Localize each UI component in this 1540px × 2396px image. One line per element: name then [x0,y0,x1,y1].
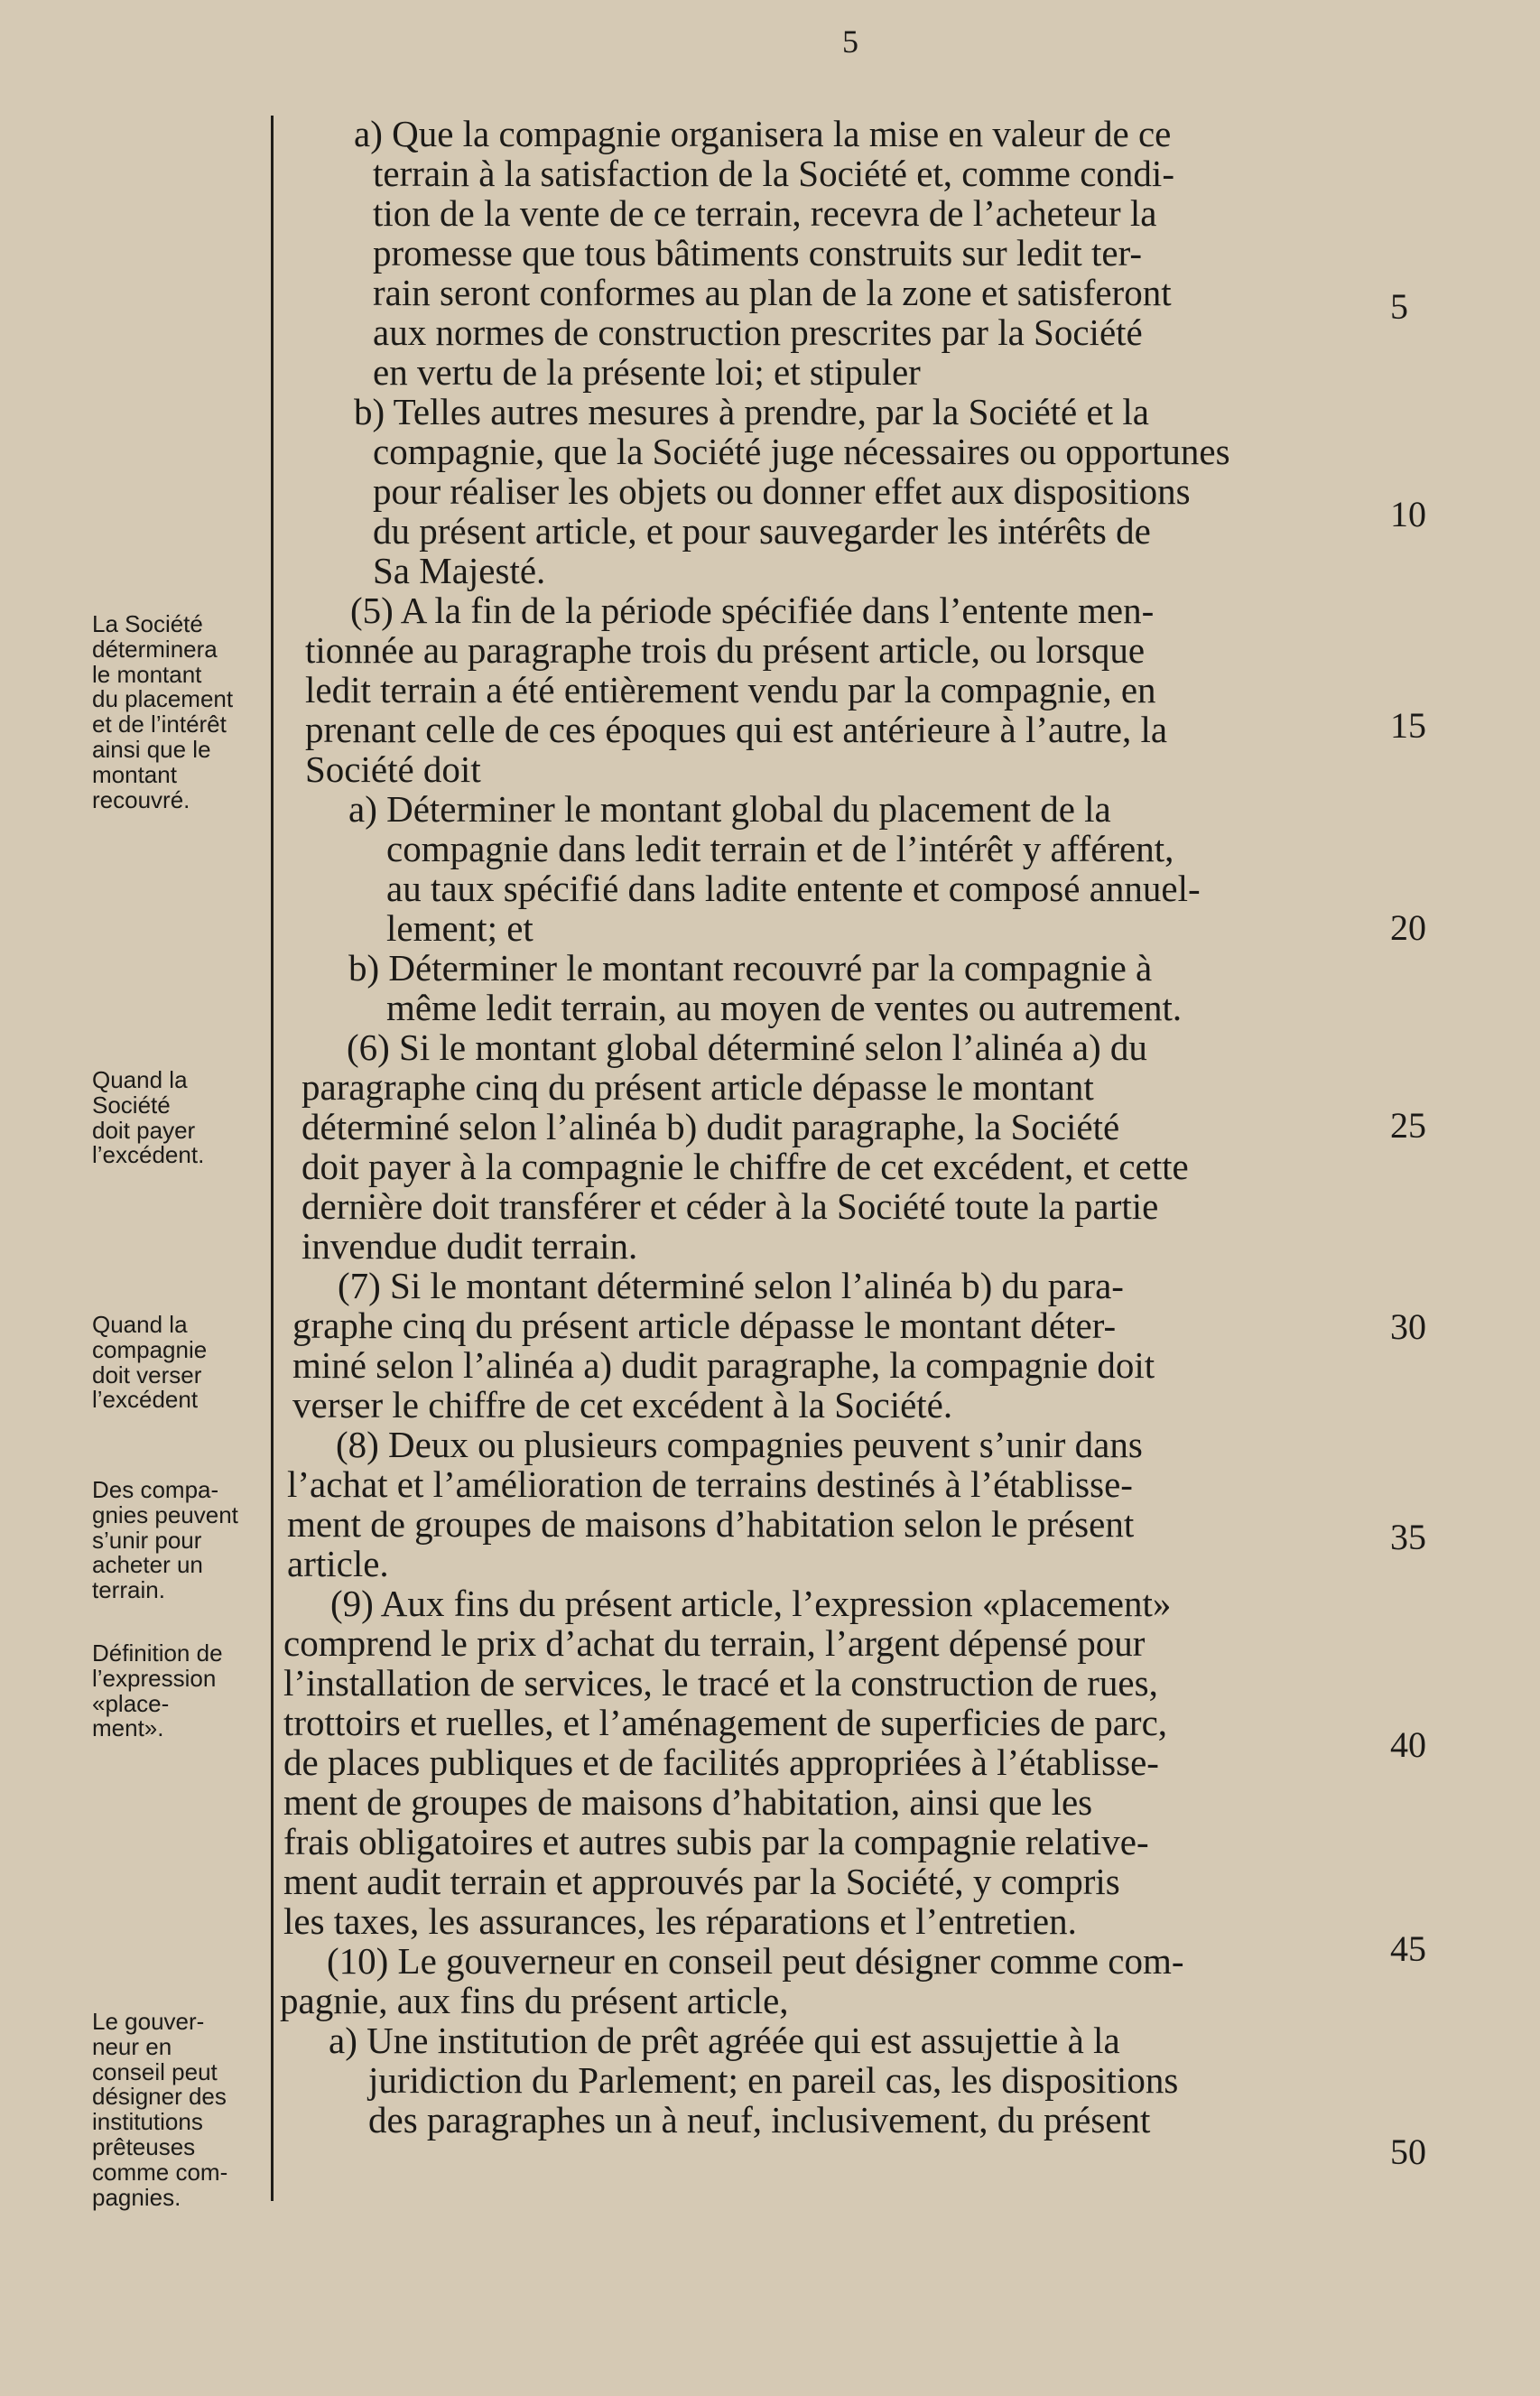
text-line: Sa Majesté. [373,550,546,591]
text-line: même ledit terrain, au moyen de ventes ou autrement. [386,987,1183,1028]
line-number: 45 [1390,1928,1426,1969]
text-line: ment de groupes de maisons d’habitation, ainsi que les [283,1781,1093,1823]
text-line: (9) Aux fins du présent article, l’expression «placement» [330,1583,1172,1624]
text-line: article. [287,1543,389,1584]
text-line: compagnie dans ledit terrain et de l’intérêt y afférent, [386,828,1174,869]
line-number: 5 [1390,286,1408,327]
text-line: tion de la vente de ce terrain, recevra de l’acheteur la [373,192,1157,234]
text-line: frais obligatoires et autres subis par la compagnie relative- [283,1821,1149,1862]
text-line: (10) Le gouverneur en conseil peut désigner comme com- [327,1940,1184,1982]
text-line: graphe cinq du présent article dépasse le montant déter- [292,1305,1117,1346]
line-number: 40 [1390,1724,1426,1765]
line-number: 25 [1390,1105,1426,1146]
text-line: du présent article, et pour sauvegarder les intérêts de [373,510,1151,552]
text-line: a) Déterminer le montant global du placement de la [348,788,1111,830]
text-line: doit payer à la compagnie le chiffre de cet excédent, et cette [302,1146,1189,1187]
line-number: 35 [1390,1517,1426,1557]
text-line: des paragraphes un à neuf, inclusivement, du présent [368,2099,1151,2141]
text-line: compagnie, que la Société juge nécessaires ou opportunes [373,431,1230,472]
text-line: comprend le prix d’achat du terrain, l’argent dépensé pour [283,1622,1146,1664]
line-number: 30 [1390,1306,1426,1347]
text-line: déterminé selon l’alinéa b) dudit paragraphe, la Société [302,1106,1120,1147]
text-line: pagnie, aux fins du présent article, [280,1980,789,2021]
text-line: les taxes, les assurances, les réparations et l’entretien. [283,1900,1077,1942]
line-number: 10 [1390,494,1426,534]
text-line: terrain à la satisfaction de la Société et, comme condi- [373,153,1174,194]
text-line: promesse que tous bâtiments construits sur ledit ter- [373,232,1143,274]
text-line: miné selon l’alinéa a) dudit paragraphe, la compagnie doit [292,1344,1155,1386]
text-line: Société doit [305,748,481,790]
text-line: l’achat et l’amélioration de terrains destinés à l’établisse- [287,1463,1133,1505]
line-number: 50 [1390,2131,1426,2172]
text-line: lement; et [386,907,533,949]
margin-note-3: Quand la compagnie doit verser l’excédent [92,1311,208,1414]
text-line: (6) Si le montant global déterminé selon l’alinéa a) du [347,1026,1147,1068]
text-line: b) Déterminer le montant recouvré par la compagnie à [348,947,1153,989]
text-line: tionnée au paragraphe trois du présent article, ou lorsque [305,629,1146,671]
text-line: (7) Si le montant déterminé selon l’alinéa b) du para- [338,1265,1124,1306]
text-line: prenant celle de ces époques qui est antérieure à l’autre, la [305,709,1168,750]
text-line: l’installation de services, le tracé et la construction de rues, [283,1662,1158,1704]
text-line: de places publiques et de facilités appropriées à l’établisse- [283,1741,1159,1783]
text-line: dernière doit transférer et céder à la Société toute la partie [302,1185,1159,1227]
text-line: invendue dudit terrain. [302,1225,638,1267]
text-line: au taux spécifié dans ladite entente et composé annuel- [386,868,1201,909]
margin-note-6: Le gouver- neur en conseil peut désigner des institutions prêteuses comme com- pagnies. [92,2008,228,2211]
margin-note-5: Définition de l’expression «place- ment». [92,1639,223,1742]
margin-note-2: Quand la Société doit payer l’excédent. [92,1066,205,1169]
text-line: trottoirs et ruelles, et l’aménagement de superficies de parc, [283,1702,1168,1743]
margin-rule [271,116,274,2201]
line-number: 15 [1390,705,1426,746]
text-line: (8) Deux ou plusieurs compagnies peuvent s’unir dans [336,1424,1143,1465]
text-line: b) Telles autres mesures à prendre, par la Société et la [354,391,1149,432]
page-number: 5 [842,23,858,60]
text-line: pour réaliser les objets ou donner effet aux dispositions [373,470,1191,512]
margin-note-4: Des compa- gnies peuvent s’unir pour acheter un terrain. [92,1476,238,1604]
margin-note-1: La Société déterminera le montant du placement et de l’intérêt ainsi que le montant recouvré. [92,610,234,813]
text-line: en vertu de la présente loi; et stipuler [373,351,921,393]
text-line: (5) A la fin de la période spécifiée dans l’entente men- [350,590,1155,631]
text-line: ment audit terrain et approuvés par la Société, y compris [283,1861,1120,1902]
text-line: paragraphe cinq du présent article dépasse le montant [302,1066,1094,1108]
text-line: verser le chiffre de cet excédent à la Société. [292,1384,953,1426]
text-line: rain seront conformes au plan de la zone et satisferont [373,272,1172,313]
line-number: 20 [1390,907,1426,948]
text-line: juridiction du Parlement; en pareil cas, les dispositions [368,2059,1179,2101]
text-line: aux normes de construction prescrites par la Société [373,311,1143,353]
text-line: ledit terrain a été entièrement vendu par la compagnie, en [305,669,1156,710]
text-line: a) Une institution de prêt agréée qui est assujettie à la [329,2020,1120,2061]
text-line: a) Que la compagnie organisera la mise en valeur de ce [354,113,1172,154]
text-line: ment de groupes de maisons d’habitation selon le présent [287,1503,1135,1545]
